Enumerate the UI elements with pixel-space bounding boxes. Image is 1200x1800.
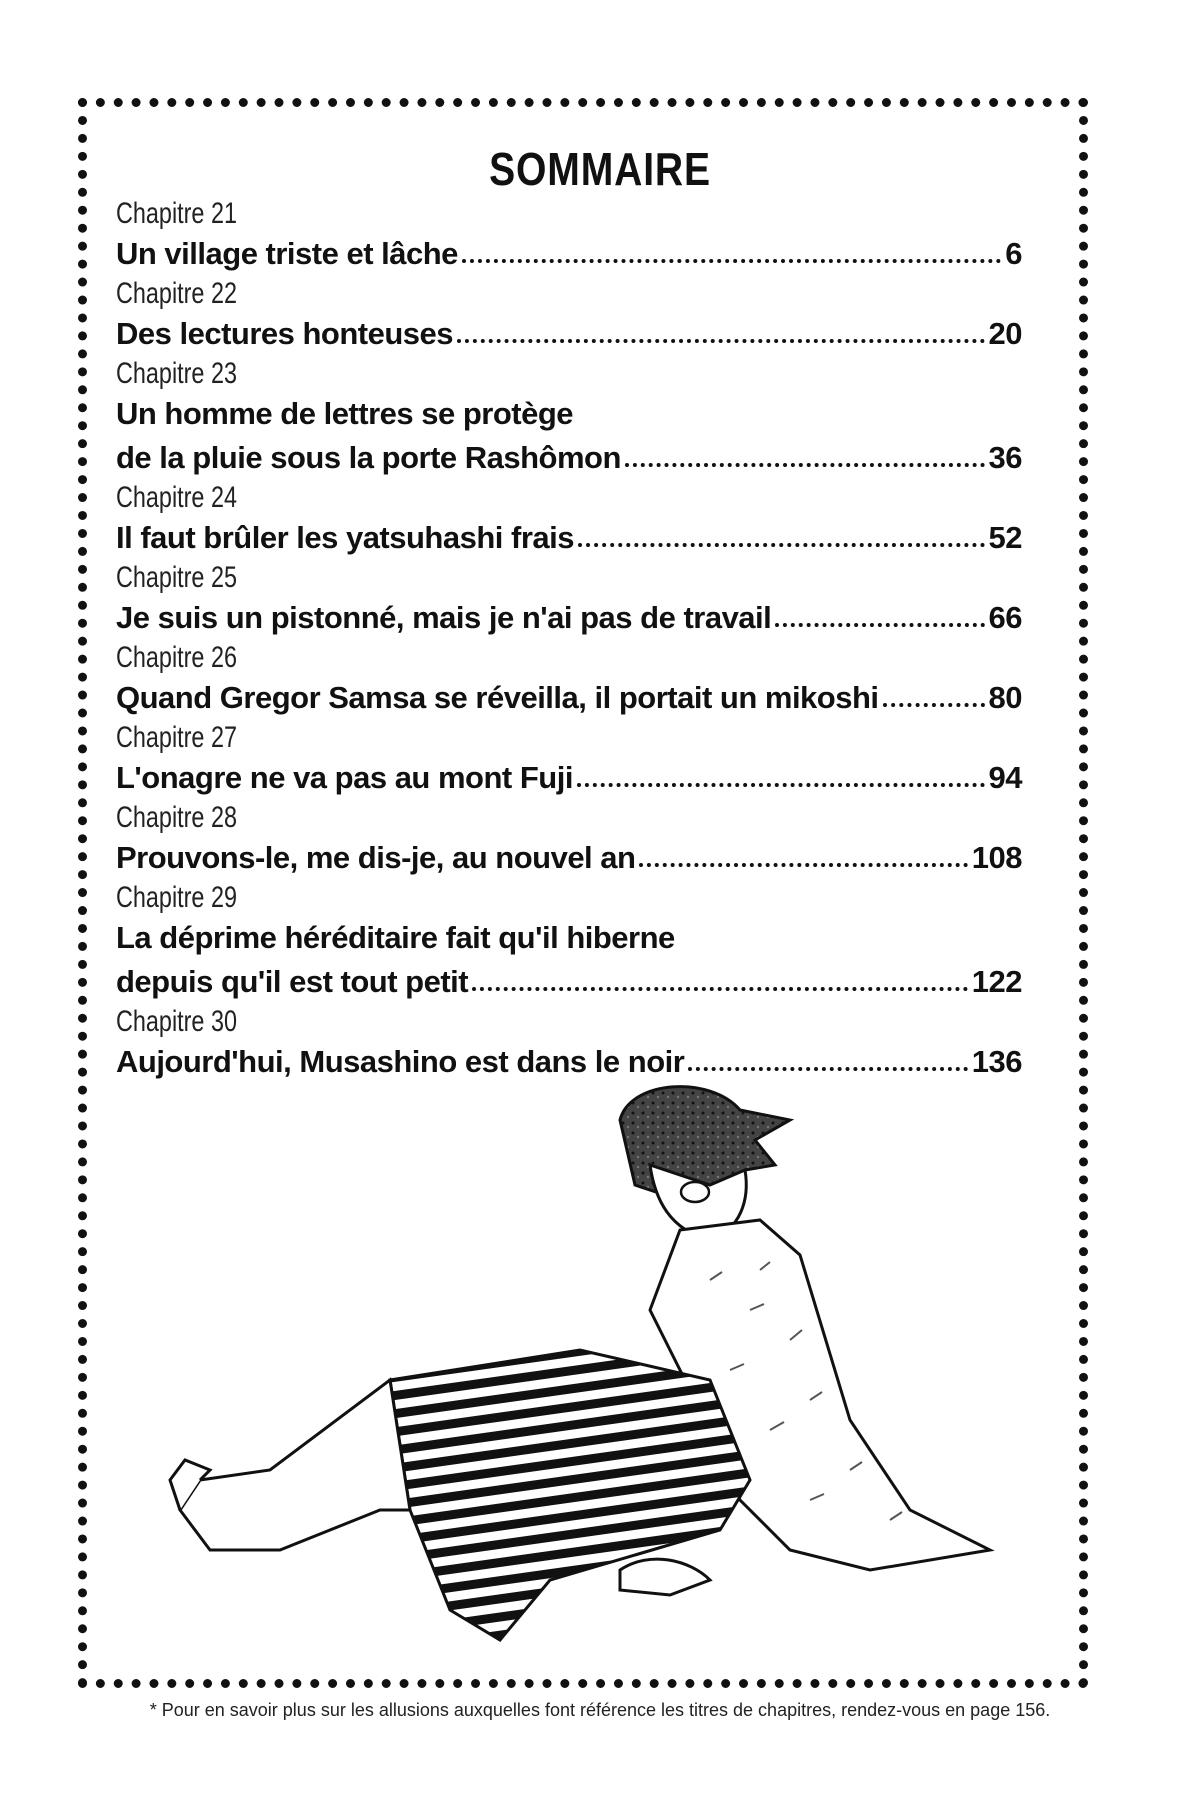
chapter-title: L'onagre ne va pas au mont Fuji [116,760,573,795]
leg [180,1380,410,1550]
hand [620,1559,710,1595]
chapter-number: Chapitre 29 [116,881,237,914]
dot-leader [472,987,968,991]
page-number: 6 [1005,236,1022,271]
chapter-title: Quand Gregor Samsa se réveilla, il portait un mikoshi [116,680,879,715]
page-number: 136 [971,1044,1022,1079]
toc-entry[interactable] [116,560,1022,640]
dot-leader [775,623,984,627]
chapter-title: depuis qu'il est tout petit [116,964,469,999]
dot-leader [688,1067,967,1071]
chapter-number: Chapitre 21 [116,197,237,230]
toc-entry[interactable] [116,640,1022,720]
footnote: * Pour en savoir plus sur les allusions auxquelles font référence les titres de chapitres, rendez-vous en page 156. [149,1700,1051,1720]
page-number: 108 [971,840,1022,875]
hakama [390,1350,750,1640]
dot-leader [577,783,985,787]
toc-entry[interactable] [116,880,1022,1004]
page-number: 94 [988,760,1022,795]
chapter-number: Chapitre 25 [116,561,237,594]
chapter-number: Chapitre 27 [116,721,237,754]
page-title: SOMMAIRE [489,143,711,195]
chapter-title: Il faut brûler les yatsuhashi frais [116,520,574,555]
character-illustration [150,1080,1010,1670]
page-number: 52 [988,520,1022,555]
chapter-title: Aujourd'hui, Musashino est dans le noir [116,1044,685,1079]
chapter-number: Chapitre 22 [116,277,237,310]
toc-entry[interactable] [116,196,1022,276]
toc-entry[interactable] [116,800,1022,880]
dot-leader [883,703,985,707]
toc-entry[interactable] [116,480,1022,560]
chapter-number: Chapitre 28 [116,801,237,834]
dot-leader [639,863,967,867]
toc-entry[interactable] [116,1004,1022,1084]
chapter-title: Prouvons-le, me dis-je, au nouvel an [116,840,636,875]
table-of-contents [116,196,1022,1084]
dot-leader [578,543,985,547]
chapter-number: Chapitre 30 [116,1005,237,1038]
chapter-number: Chapitre 23 [116,357,237,390]
page-number: 122 [971,964,1022,999]
chapter-title: Des lectures honteuses [116,316,454,351]
toc-entry[interactable] [116,720,1022,800]
chapter-title-line: Un homme de lettres se protège [116,396,574,431]
page-number: 80 [988,680,1022,715]
page-number: 20 [988,316,1022,351]
toc-entry[interactable] [116,276,1022,356]
dot-leader [625,463,985,467]
chapter-title-line: La déprime héréditaire fait qu'il hiberne [116,920,675,955]
page-number: 66 [988,600,1022,635]
dot-leader [457,339,984,343]
toc-entry[interactable] [116,356,1022,480]
chapter-title: Un village triste et lâche [116,236,458,271]
dot-leader [462,259,1001,263]
chapter-title: de la pluie sous la porte Rashômon [116,440,621,475]
chapter-title: Je suis un pistonné, mais je n'ai pas de travail [116,600,772,635]
chapter-number: Chapitre 26 [116,641,237,674]
page-number: 36 [988,440,1022,475]
chapter-number: Chapitre 24 [116,481,237,514]
